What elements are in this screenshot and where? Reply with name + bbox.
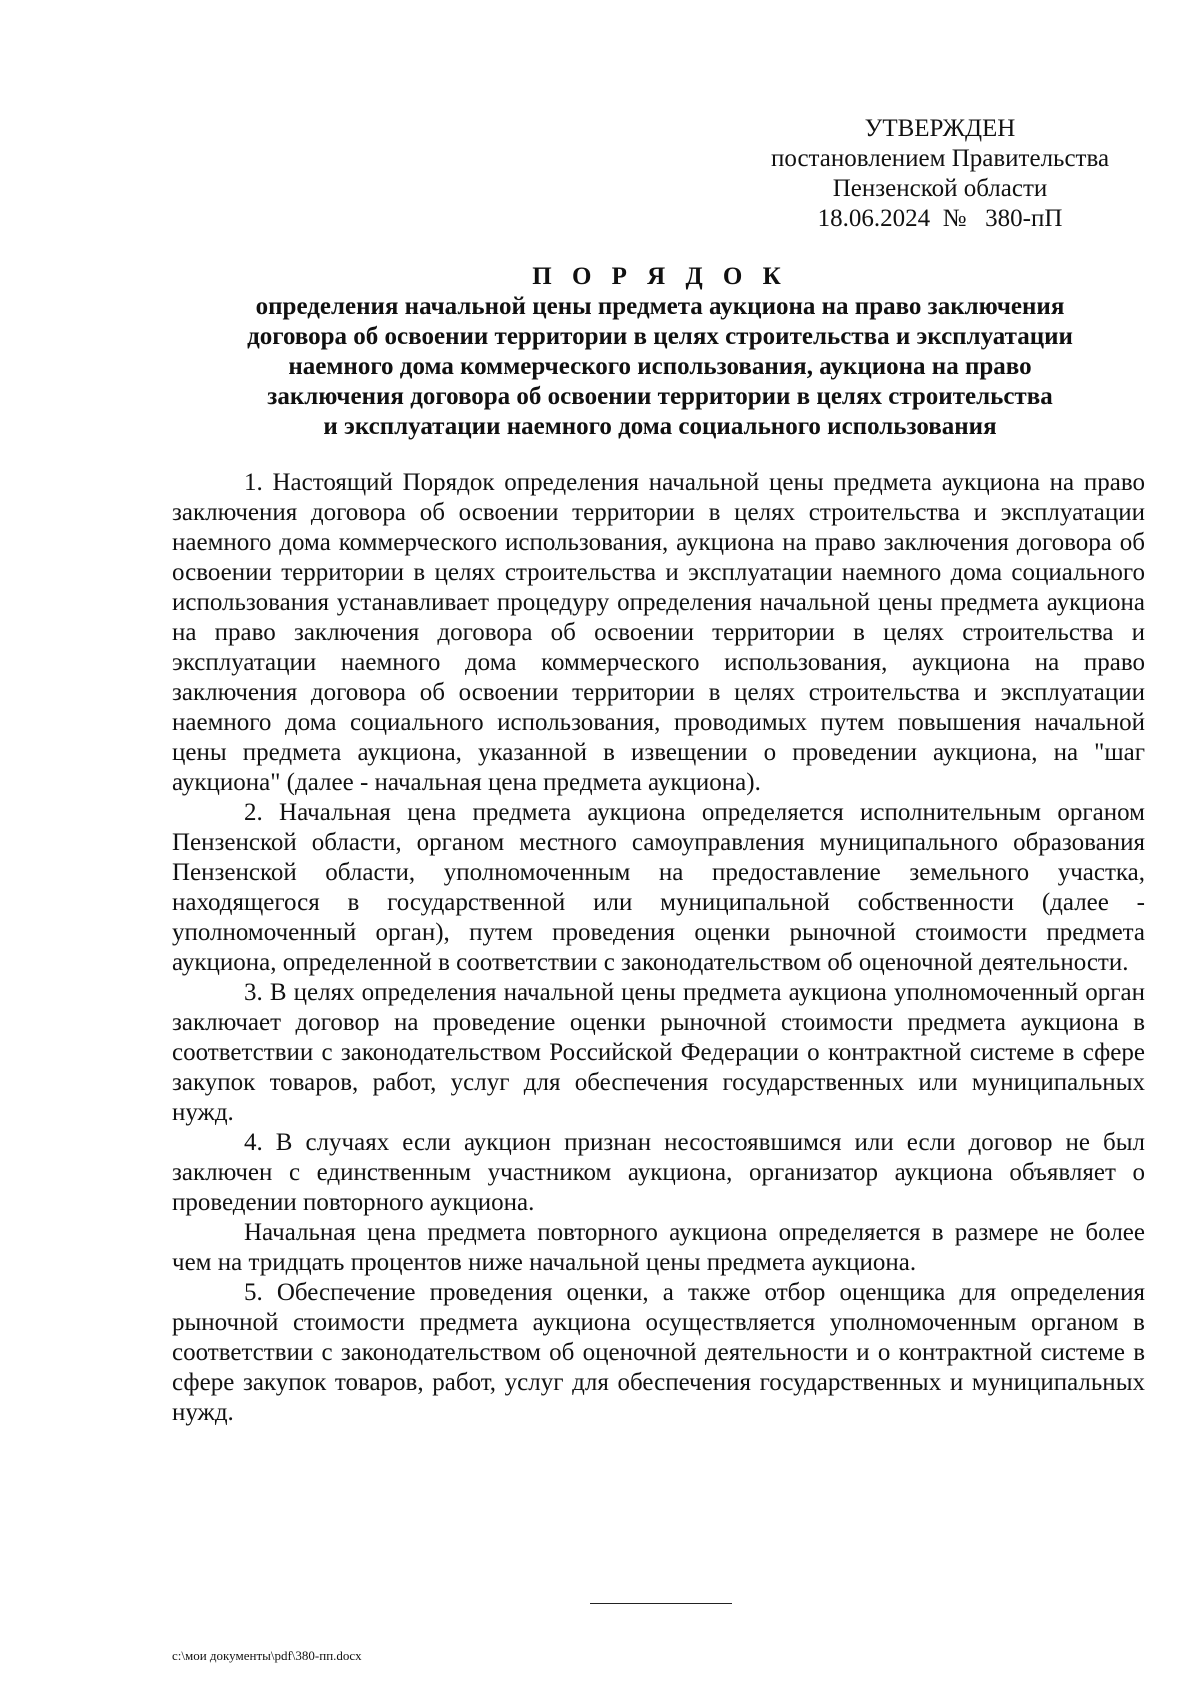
approval-heading: УТВЕРЖДЕН [864,115,1016,142]
title-line: определения начальной цены предмета аукциона на право заключения [255,293,1065,320]
title-line: заключения договора об освоении территории в целях строительства [267,383,1053,410]
title-line: наемного дома коммерческого использования, аукциона на право [288,353,1032,380]
end-divider [590,1603,732,1604]
document-body [172,468,1145,1428]
paragraph-1: 1. Настоящий Порядок определения начальной цены предмета аукциона на право заключения договора об освоении территории в целях строительства и эксплуатации наемного дома коммерческого использования, аукциона на право заключения договора об освоении территории в целях строительства и эксплуатации наемного дома социального использования устанавливает процедуру определения начальной цены предмета аукциона на право заключения договора об освоении территории в целях строительства и эксплуатации наемного дома коммерческого использования, аукциона на право заключения договора об освоении территории в целях строительства и эксплуатации наемного дома социального использования, проводимых путем повышения начальной цены предмета аукциона, указанной в извещении о проведении аукциона, на "шаг аукциона" (далее - начальная цена предмета аукциона). [172,469,1145,796]
file-path-footer: c:\мои документы\pdf\380-пп.docx [172,1648,362,1663]
paragraph-4: 4. В случаях если аукцион признан несостоявшимся или если договор не был заключен с единственным участником аукциона, организатор аукциона объявляет о проведении повторного аукциона. [172,1129,1145,1216]
title-line: и эксплуатации наемного дома социального использования [323,413,997,440]
paragraph-3: 3. В целях определения начальной цены предмета аукциона уполномоченный орган заключает договор на проведение оценки рыночной стоимости предмета аукциона в соответствии с законодательством Российской Федерации о контрактной системе в сфере закупок товаров, работ, услуг для обеспечения государственных или муниципальных нужд. [172,979,1145,1126]
approval-stamp [740,114,1140,234]
title-main: П О Р Я Д О К [532,263,788,290]
paragraph-4-continued: Начальная цена предмета повторного аукциона определяется в размере не более чем на тридцать процентов ниже начальной цены предмета аукциона. [172,1219,1145,1276]
title-line: договора об освоении территории в целях строительства и эксплуатации [247,323,1073,350]
paragraph-2: 2. Начальная цена предмета аукциона определяется исполнительным органом Пензенской области, органом местного самоуправления муниципального образования Пензенской области, уполномоченным на предоставление земельного участка, находящегося в государственной или муниципальной собственности (далее - уполномоченный орган), путем проведения оценки рыночной стоимости предмета аукциона, определенной в соответствии с законодательством об оценочной деятельности. [172,799,1145,976]
approval-date-number: 18.06.2024 № 380-пП [817,205,1063,232]
paragraph-5: 5. Обеспечение проведения оценки, а также отбор оценщика для определения рыночной стоимости предмета аукциона осуществляется уполномоченным органом в соответствии с законодательством об оценочной деятельности и о контрактной системе в сфере закупок товаров, работ, услуг для обеспечения государственных и муниципальных нужд. [172,1279,1145,1426]
approval-decree: постановлением Правительства [770,145,1110,172]
approval-region: Пензенской области [832,175,1048,202]
document-title [170,262,1150,442]
